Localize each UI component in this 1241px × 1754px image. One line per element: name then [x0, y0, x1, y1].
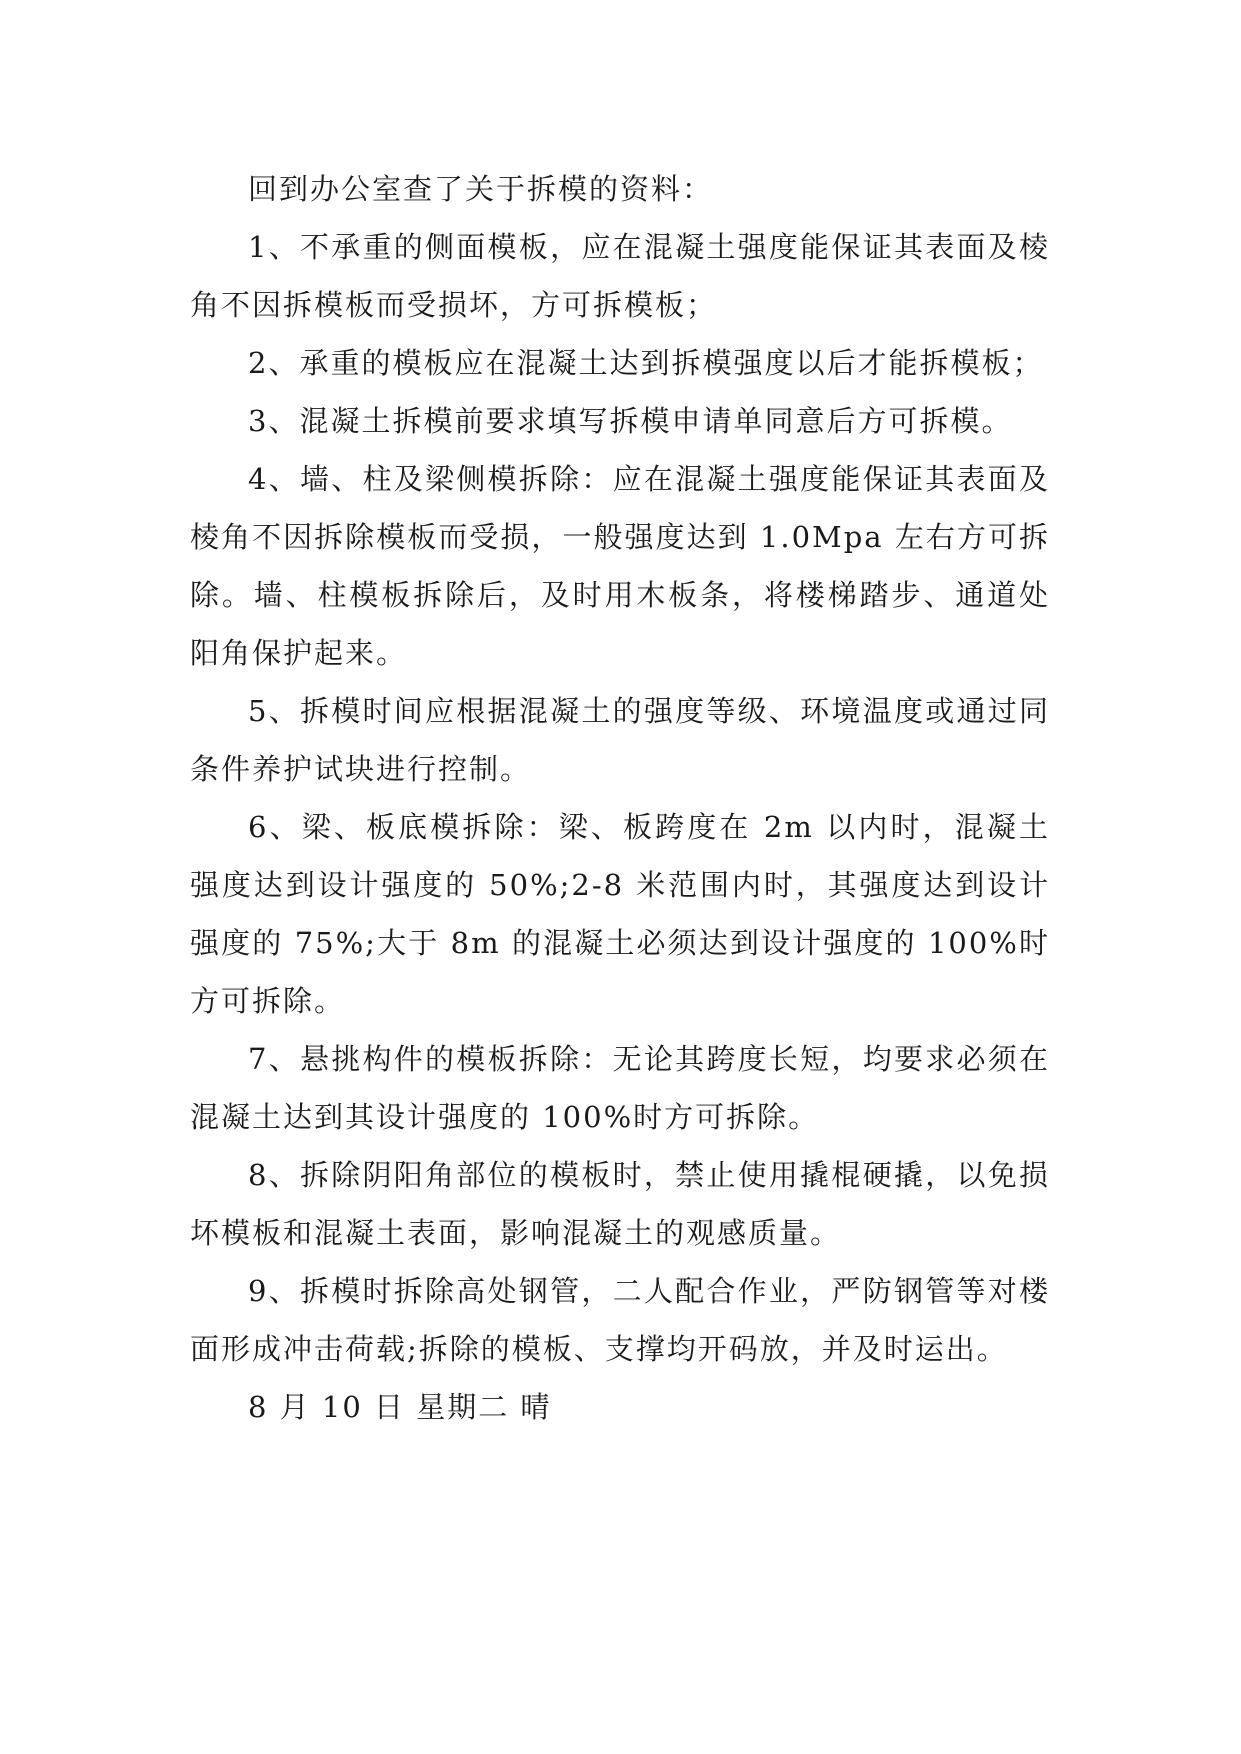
list-item-8: 8、拆除阴阳角部位的模板时，禁止使用撬棍硬撬，以免损坏模板和混凝土表面，影响混凝土的观感质量。: [190, 1158, 1050, 1250]
list-item-6: 6、梁、板底模拆除：梁、板跨度在 2m 以内时，混凝土强度达到设计强度的 50%;2-8 米范围内时，其强度达到设计强度的 75%;大于 8m 的混凝土必须达到设计强度的 100%时方可拆除。: [190, 810, 1050, 1018]
list-item-2: 2、承重的模板应在混凝土达到拆模强度以后才能拆模板；: [248, 346, 1044, 380]
list-item-3: 3、混凝土拆模前要求填写拆模申请单同意后方可拆模。: [248, 404, 1013, 438]
intro-paragraph: 回到办公室查了关于拆模的资料：: [248, 172, 714, 206]
list-item-4: 4、墙、柱及梁侧模拆除：应在混凝土强度能保证其表面及棱角不因拆除模板而受损，一般强度达到 1.0Mpa 左右方可拆除。墙、柱模板拆除后，及时用木板条，将楼梯踏步、通道处阳角保护起来。: [190, 462, 1050, 670]
list-item-7: 7、悬挑构件的模板拆除：无论其跨度长短，均要求必须在混凝土达到其设计强度的 100%时方可拆除。: [190, 1042, 1050, 1134]
list-item-5: 5、拆模时间应根据混凝土的强度等级、环境温度或通过同条件养护试块进行控制。: [190, 694, 1050, 786]
list-item-1: 1、不承重的侧面模板，应在混凝土强度能保证其表面及棱角不因拆模板而受损坏，方可拆模板；: [190, 230, 1050, 322]
list-item-9: 9、拆模时拆除高处钢管，二人配合作业，严防钢管等对楼面形成冲击荷载;拆除的模板、支撑均开码放，并及时运出。: [190, 1274, 1050, 1366]
document-body: [190, 160, 1050, 1436]
date-weather-line: 8 月 10 日 星期二 晴: [248, 1390, 552, 1424]
